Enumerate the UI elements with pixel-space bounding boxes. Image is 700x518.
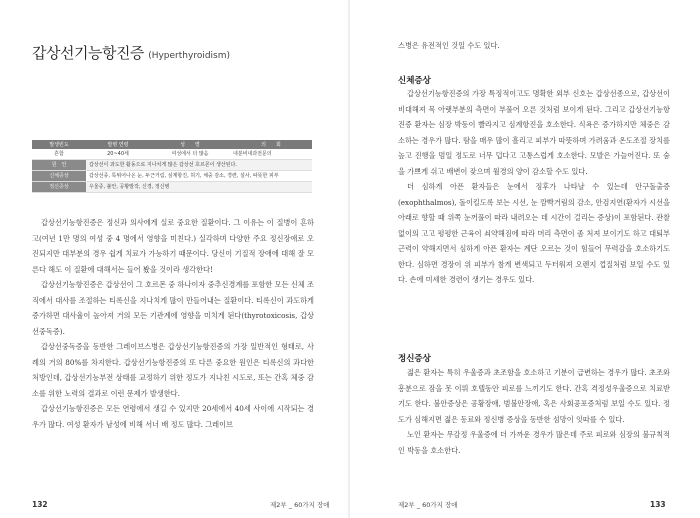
page-number: 133 — [650, 500, 666, 509]
page-title — [32, 42, 230, 63]
paragraph: 젊은 환자는 특히 우울증과 초조함을 호소하고 기분이 급변하는 경우가 많다. 초조와 흥분으로 잠을 못 이뤄 호텔동안 피로를 느끼기도 한다. 간혹 격정성우울증으로 치료받기도 한다. 불안증상은 공황장애, 범불안장애, 혹은 사회공포증처럼 보일 수도 있다. 정도가 심해지면 젊은 동료와 정신병 증상을 동반한 섬망이 잇따를 수 있다. — [398, 368, 670, 424]
section-heading: 정신증상 — [398, 354, 431, 364]
table-cell: 내분비내과전문의 — [230, 149, 312, 160]
right-body-text-2 — [398, 365, 670, 458]
paragraph: 더 심하게 아픈 환자들은 눈에서 징후가 나타날 수 있는데 안구돌출증(exophthalmos), 돌이킬도록 보는 시선, 눈 깜빡거림의 감소, 안검지연(환자가 시선을 아래로 향할 때 위쪽 눈꺼풀이 따라 내려오는 데 시간이 걸리는 증상)이 포함된다. 관찰없이의 고고 평평한 근육이 쇠약해짐에 따라 머리 측면이 좀 처져 보이기도 하고 대퇴부 근력이 약해지면서 심하게 아픈 환자는 계단 오르는 것이 힘들어 무력감을 호소하기도 한다. 심하면 경장이 위 피부가 참게 변색되고 두터워져 오렌지 껍질처럼 보일 수도 있다. 손에 미세한 경련이 생기는 경우도 있다. — [398, 182, 670, 284]
table-cell: 여성에서 더 많음 — [150, 149, 230, 160]
table-row — [32, 160, 312, 171]
left-footer — [32, 500, 48, 509]
section-heading: 신체증상 — [398, 76, 431, 86]
paragraph: 스병은 유전적인 것일 수도 있다. — [398, 41, 500, 50]
table-row — [32, 149, 312, 160]
paragraph: 노인 환자는 무감정 우울증에 더 가까운 경우가 많은데 주로 피로와 심장의 불규칙적인 박동을 호소한다. — [398, 430, 670, 455]
table-cell: 흔함 — [32, 149, 86, 160]
row-header: 정신증상 — [32, 182, 86, 193]
right-intro — [398, 38, 668, 54]
left-body-text — [32, 215, 314, 432]
table-cell: 우울증, 불안, 공황발작, 신경, 정신병 — [86, 182, 312, 193]
table-header-row — [32, 140, 312, 149]
table-row — [32, 182, 312, 193]
summary-table — [32, 140, 312, 193]
table-cell: 20~40세 — [86, 149, 150, 160]
paragraph: 갑상선기능항진증은 갑상선이 그 호르몬 중 하나이자 중추신경계를 포함한 모든 신체 조직에서 대사를 조절하는 티록신을 지나치게 많이 만들어내는 질환이다. 티록신이 과도하게 증가하면 대사율이 높아져 거의 모든 기관계에 영향을 미치게 된다(thyrotoxicosis, 갑상선중독증). — [32, 280, 314, 336]
footer-text: 제2부 _ 60가지 장애 — [270, 501, 330, 509]
table-header: 발생빈도 — [32, 140, 86, 149]
footer-text: 제2부 _ 60가지 장애 — [398, 501, 458, 509]
right-body-text-1 — [398, 86, 670, 288]
table-row — [32, 171, 312, 182]
paragraph: 갑상선기능항진증은 정신과 의사에게 실로 중요한 질환이다. 그 이유는 이 질병이 흔하고(여년 1만 명의 여성 중 4 명에서 영향을 미친다.) 실각하며 다양한 주요 정신장애로 오진되지만 대부분의 경우 쉽게 치료가 가능하기 때문이다. 당신이 기질적 장애에 대해 잘 모른다 해도 이 질환에 대해서는 들어 봤을 것이라 생각한다! — [32, 218, 314, 274]
row-header: 원 인 — [32, 160, 86, 171]
table-cell: 갑상선종, 툭튀어나온 눈, 두근거림, 심계항진, 허기, 체중 감소, 경련, 설사, 따뜻한 피부 — [86, 171, 312, 182]
right-footer — [650, 500, 666, 509]
paragraph: 갑상선중독증을 동반한 그레이브스병은 갑상선기능항진증의 가장 일반적인 형태로, 사례의 거의 80%를 차지한다. 갑상선기능항진증의 또 다른 중요한 원인은 티록신의 과다한 처방인데, 갑상선기능부전 상태를 교정하기 위한 정도가 지나친 시도로, 또는 간혹 체중 감소를 위한 노력의 결과로 이런 문제가 발생한다. — [32, 342, 314, 398]
title-english: (Hyperthyroidism) — [148, 51, 231, 61]
table-cell: 갑상선이 과도한 활동으로 지나치게 많은 갑상선 호르몬이 생산된다. — [86, 160, 312, 171]
title-korean: 갑상선기능항진증 — [32, 44, 144, 62]
paragraph: 갑상선기능항진증은 모든 연령에서 생길 수 있지만 20세에서 40세 사이에 시작되는 경우가 많다. 여성 환자가 남성에 비해 서너 배 정도 많다. 그레이브 — [32, 404, 314, 429]
table-header: 발병 연령 — [86, 140, 150, 149]
paragraph: 갑상선기능항진증의 가장 특징적이고도 명확한 외부 신호는 갑상선종으로, 갑상선이 비대해져 목 아랫부분의 측면이 부풀어 오른 것처럼 보이게 된다. 그리고 갑상선기능항진증 환자는 심장 박동이 빨라지고 심계항진을 호소한다. 식욕은 증가하지만 체중은 감소하는 경우가 많다. 땀을 매우 많이 흘리고 피부가 따뜻하며 가려움과 온도조절 장치를 높고 진행을 멈일 정도로 너무 덥다고 고통스럽게 호소한다. 모발은 가늘어진다. 또 숨을 가쁘게 쉬고 배변이 잦으며 월경의 양이 감소할 수도 있다. — [398, 89, 670, 176]
right-page — [350, 0, 700, 518]
table-header: 의 회 — [230, 140, 312, 149]
table-header: 성 별 — [150, 140, 230, 149]
row-header: 신체증상 — [32, 171, 86, 182]
page-number: 132 — [32, 500, 48, 509]
running-footer — [398, 500, 458, 509]
running-footer — [270, 500, 330, 509]
